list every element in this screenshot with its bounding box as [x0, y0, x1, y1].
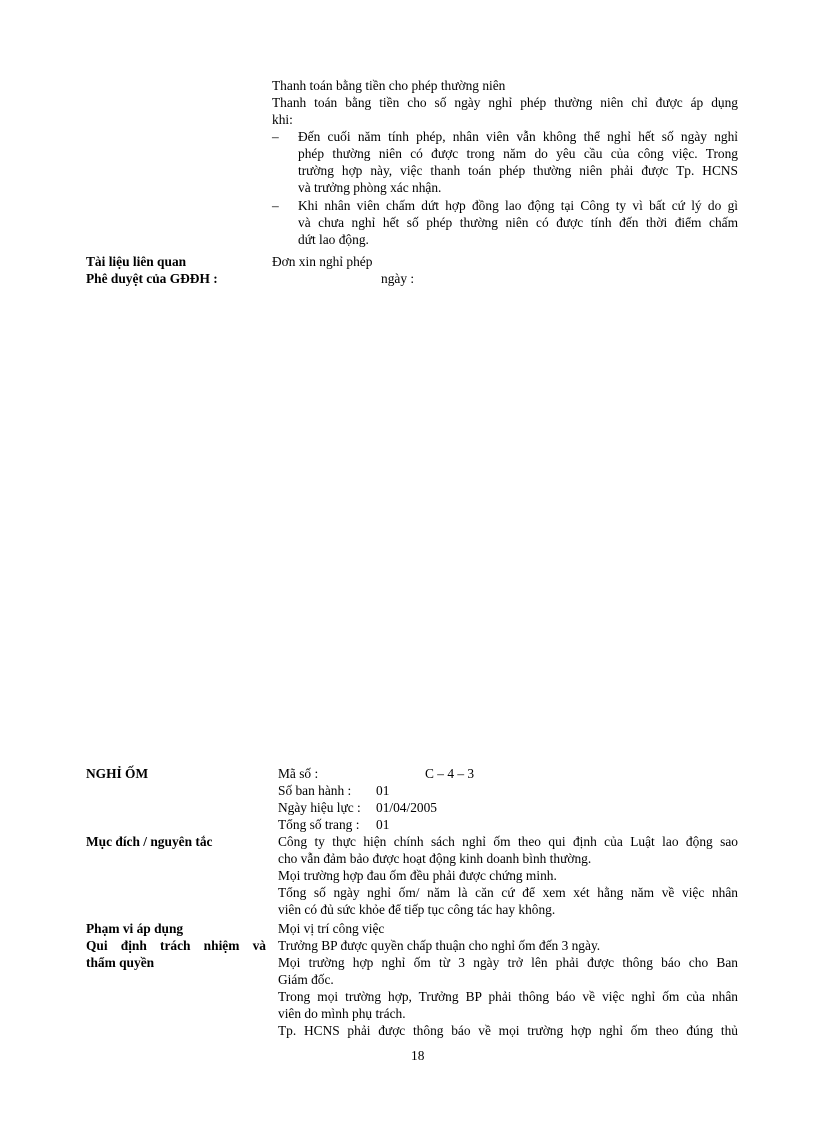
responsibility-line-3: Giám đốc. [278, 972, 334, 987]
bullet-marker: – [272, 198, 279, 213]
related-docs-label: Tài liệu liên quan [86, 254, 187, 269]
purpose-label: Mục đích / nguyên tắc [86, 834, 213, 849]
bullet2-line-1: Khi nhân viên chấm dứt hợp đồng lao động tại Công ty vì bất cứ lý do gì [298, 198, 738, 213]
scope-label: Phạm vi áp dụng [86, 921, 184, 936]
responsibility-label-word: định [120, 938, 147, 953]
bullet1-line-3: trường hợp này, việc thanh toán phép thường niên phải được Tp. HCNS [298, 163, 738, 178]
bullet-marker: – [272, 129, 279, 144]
code-label: Mã số : [278, 766, 319, 781]
bullet2-line-3: dứt lao động. [298, 232, 369, 247]
bullet1-line-4: và trưởng phòng xác nhận. [298, 180, 442, 195]
responsibility-label [86, 937, 266, 954]
approval-label: Phê duyệt của GĐĐH : [86, 271, 218, 286]
responsibility-line-5: viên do mình phụ trách. [278, 1006, 406, 1021]
total-pages-value: 01 [376, 817, 390, 832]
page-number: 18 [411, 1048, 425, 1063]
bullet2-line-2: và chưa nghỉ hết số phép thường niên có được tính đến thời điểm chấm [298, 215, 738, 230]
responsibility-line-6: Tp. HCNS phải được thông báo về mọi trường hợp nghỉ ốm theo đúng thủ [278, 1023, 738, 1038]
responsibility-line-1: Trưởng BP được quyền chấp thuận cho nghỉ ốm đến 3 ngày. [278, 938, 601, 953]
related-docs-value: Đơn xin nghỉ phép [272, 254, 373, 269]
scope-value: Mọi vị trí công việc [278, 921, 385, 936]
purpose-line-5: viên có đủ sức khỏe để tiếp tục công tác hay không. [278, 902, 556, 917]
responsibility-label-2: thẩm quyền [86, 955, 155, 970]
responsibility-line-2: Mọi trường hợp nghỉ ốm từ 3 ngày trở lên phải được thông báo cho Ban [278, 955, 738, 970]
total-pages-label: Tổng số trang : [278, 817, 360, 832]
issue-label: Số ban hành : [278, 783, 352, 798]
purpose-line-2: cho vẫn đảm bảo được hoạt động kinh doanh bình thường. [278, 851, 592, 866]
approval-date: ngày : [381, 271, 415, 286]
effective-date-value: 01/04/2005 [376, 800, 438, 815]
intro-line-2: khi: [272, 112, 293, 127]
bullet1-line-2: phép thường niên có được trong năm do yêu cầu của công việc. Trong [298, 146, 738, 161]
code-value: C – 4 – 3 [425, 766, 475, 781]
intro-line-1: Thanh toán bằng tiền cho số ngày nghỉ phép thường niên chỉ được áp dụng [272, 95, 738, 110]
sick-leave-title: NGHỈ ỐM [86, 766, 149, 781]
effective-date-label: Ngày hiệu lực : [278, 800, 361, 815]
issue-value: 01 [376, 783, 390, 798]
responsibility-label-word: trách [160, 938, 191, 953]
bullet1-line-1: Đến cuối năm tính phép, nhân viên vẫn không thể nghỉ hết số ngày nghỉ [298, 129, 738, 144]
responsibility-label-word: nhiệm [203, 938, 240, 953]
purpose-line-4: Tổng số ngày nghỉ ốm/ năm là căn cứ để xem xét hằng năm về việc nhân [278, 885, 738, 900]
responsibility-label-word: Qui [86, 938, 108, 953]
purpose-line-3: Mọi trường hợp đau ốm đều phải được chứng minh. [278, 868, 557, 883]
responsibility-line-4: Trong mọi trường hợp, Trưởng BP phải thông báo về việc nghỉ ốm của nhân [278, 989, 738, 1004]
purpose-line-1: Công ty thực hiện chính sách nghỉ ốm theo qui định của Luật lao động sao [278, 834, 738, 849]
section-heading: Thanh toán bằng tiền cho phép thường niên [272, 78, 506, 93]
responsibility-label-word: và [252, 938, 266, 953]
